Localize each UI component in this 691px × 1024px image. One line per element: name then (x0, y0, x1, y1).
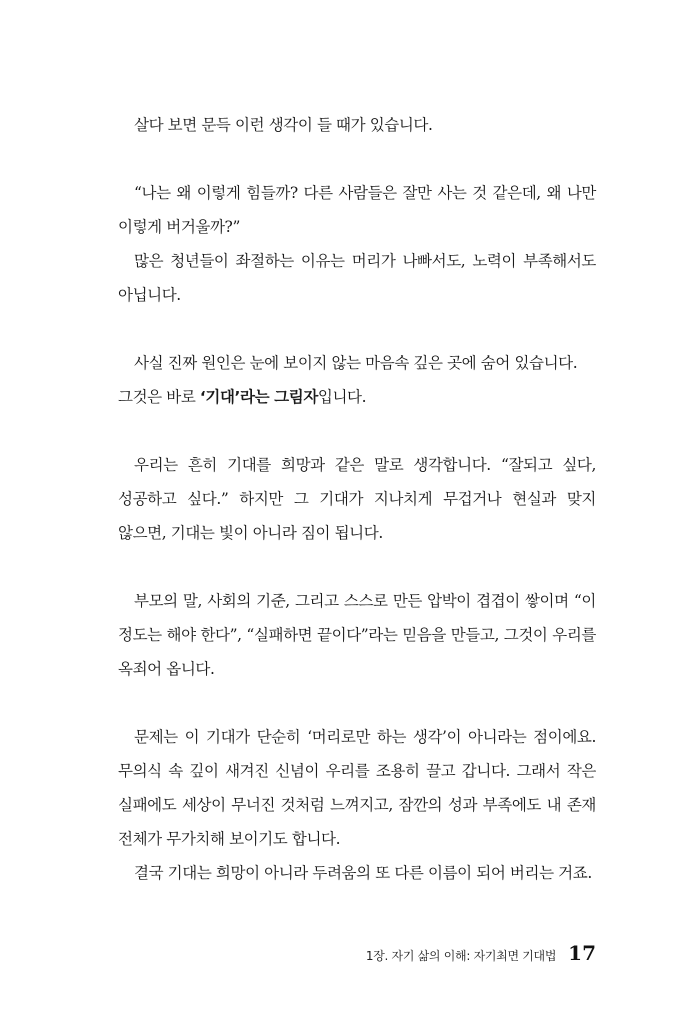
paragraph-8: 문제는 이 기대가 단순히 ‘머리로만 하는 생각’이 아니라는 점이에요. 무의식 속 깊이 새겨진 신념이 우리를 조용히 끌고 갑니다. 그래서 작은 실패에도 세상이 무너진 것처럼 느껴지고, 잠깐의 성과 부족에도 내 존재 전체가 무가치해 보이기도 합니다. (118, 728, 596, 848)
page-number: 17 (568, 941, 596, 965)
paragraph-gap (118, 414, 596, 448)
paragraph-6: 우리는 흔히 기대를 희망과 같은 말로 생각합니다. “잘되고 싶다, 성공하고 싶다.” 하지만 그 기대가 지나치게 무겁거나 현실과 맞지 않으면, 기대는 빛이 아니라 짐이 됩니다. (118, 456, 596, 542)
paragraph-gap (118, 686, 596, 720)
paragraph-5-post: 입니다. (317, 388, 367, 406)
paragraph-gap (118, 142, 596, 176)
paragraph-5 (118, 380, 596, 414)
paragraph-5-pre: 그것은 바로 (118, 388, 200, 406)
paragraph-7: 부모의 말, 사회의 기준, 그리고 스스로 만든 압박이 겹겹이 쌓이며 “이 정도는 해야 한다”, “실패하면 끝이다”라는 믿음을 만들고, 그것이 우리를 옥죄어 옵니다. (118, 592, 596, 678)
page-footer (0, 941, 596, 965)
paragraph-3: 많은 청년들이 좌절하는 이유는 머리가 나빠서도, 노력이 부족해서도 아닙니다. (118, 252, 596, 304)
paragraph-gap (118, 550, 596, 584)
chapter-title: 1장. 자기 삶의 이해: 자기최면 기대법 (365, 949, 557, 963)
body-text (118, 108, 596, 890)
paragraph-gap (118, 312, 596, 346)
paragraph-2: “나는 왜 이렇게 힘들까? 다른 사람들은 잘만 사는 것 같은데, 왜 나만 이렇게 버거울까?” (118, 184, 596, 236)
paragraph-4: 사실 진짜 원인은 눈에 보이지 않는 마음속 깊은 곳에 숨어 있습니다. (134, 354, 578, 372)
emphasis-text: ‘기대’라는 그림자 (199, 388, 318, 406)
paragraph-1: 살다 보면 문득 이런 생각이 들 때가 있습니다. (134, 116, 433, 134)
paragraph-9: 결국 기대는 희망이 아니라 두려움의 또 다른 이름이 되어 버리는 거죠. (134, 864, 592, 882)
